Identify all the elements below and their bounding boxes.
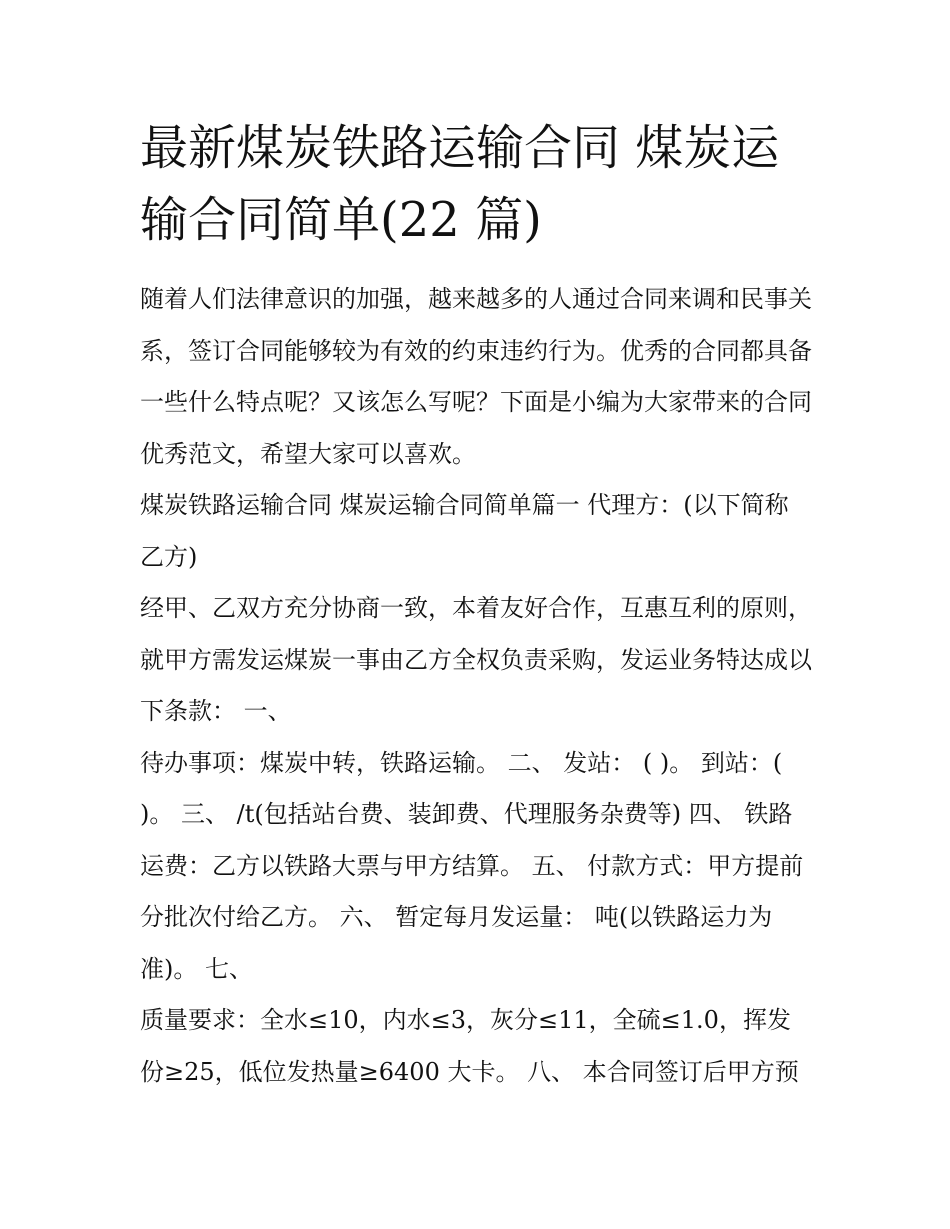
- document-page: [140, 112, 812, 1098]
- contract-heading-paragraph: 煤炭铁路运输合同 煤炭运输合同简单篇一 代理方：(以下简称乙方): [140, 491, 789, 571]
- document-title: 最新煤炭铁路运输合同 煤炭运输合同简单(22 篇): [140, 120, 780, 248]
- terms-paragraph: 待办事项：煤炭中转，铁路运输。 二、 发站： ( )。 到站：( )。 三、 /t(包括站台费、装卸费、代理服务杂费等) 四、 铁路运费：乙方以铁路大票与甲方结算。 五、 付款方式：甲方提前分批次付给乙方。 六、 暂定每月发运量： 吨(以铁路运力为准)。 七、: [140, 748, 804, 983]
- quality-paragraph: 质量要求：全水≤10，内水≤3，灰分≤11，全硫≤1.0，挥发份≥25，低位发热量≥6400 大卡。 八、 本合同签订后甲方预: [140, 1006, 799, 1086]
- intro-paragraph: 随着人们法律意识的加强，越来越多的人通过合同来调和民事关系，签订合同能够较为有效的约束违约行为。优秀的合同都具备一些什么特点呢？又该怎么写呢？下面是小编为大家带来的合同优秀范文，希望大家可以喜欢。: [140, 285, 812, 468]
- agreement-paragraph: 经甲、乙双方充分协商一致，本着友好合作，互惠互利的原则，就甲方需发运煤炭一事由乙方全权负责采购，发运业务特达成以下条款： 一、: [140, 594, 812, 725]
